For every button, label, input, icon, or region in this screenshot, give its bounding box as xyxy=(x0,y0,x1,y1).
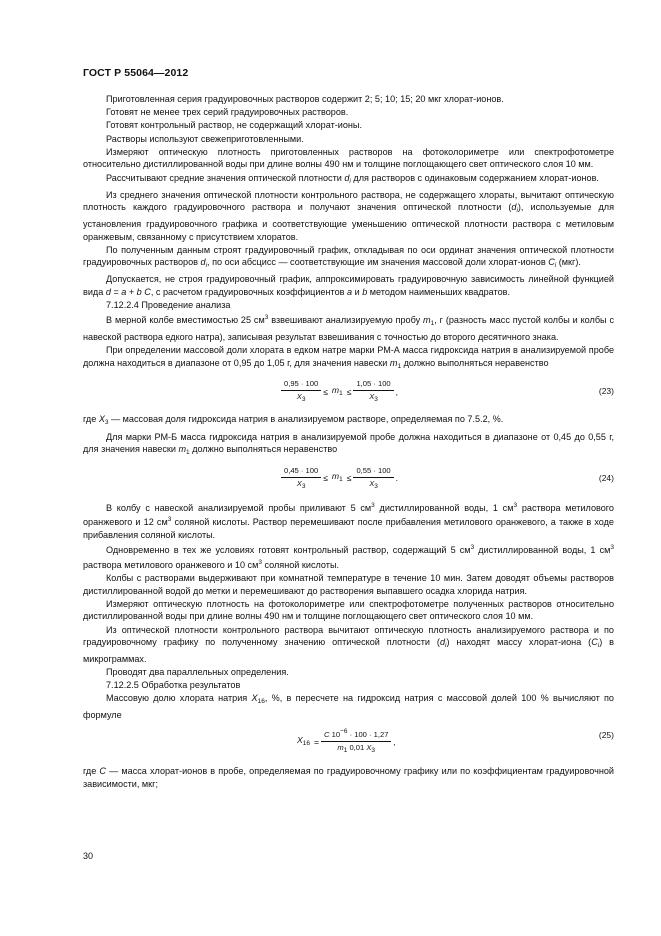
text: раствора метилового оранжевого и 10 см xyxy=(83,559,259,570)
paragraph xyxy=(83,273,614,298)
symbol: b xyxy=(362,287,368,298)
paragraph: Проводят два параллельных определения. xyxy=(106,666,289,677)
symbol: X xyxy=(98,414,105,425)
symbol xyxy=(332,384,343,401)
subscript: i xyxy=(516,207,518,215)
paragraph: Готовят контрольный раствор, не содержащий хлорат-ионы. xyxy=(106,120,362,131)
paragraph: Растворы используют свежеприготовленными. xyxy=(106,133,304,144)
text: где xyxy=(83,766,100,777)
text: , %, в пересчете на гидроксид натрия с массовой долей 100 % вычисляют по формуле xyxy=(83,693,614,720)
subscript: 3 xyxy=(374,482,378,490)
text: соляной кислоты. xyxy=(261,559,340,570)
denominator xyxy=(353,478,393,492)
section-heading: 7.12.2.4 Проведение анализа xyxy=(106,300,231,311)
paragraph: Колбы с растворами выдерживают при комнатной температуре в течение 10 мин. Затем доводят объемы растворов дистиллированной водой до метки и перемешивают до растворения выпавшего осадка хлорида натрия. xyxy=(83,572,614,596)
text: (мкг). xyxy=(556,257,581,268)
symbol: X xyxy=(369,478,375,488)
superscript: 3 xyxy=(371,501,375,509)
text: — масса хлорат-ионов в пробе, определяемая по градуировочному графику или по коэффициентам градуировочной зависимости, мкг; xyxy=(83,766,614,790)
subscript: 1 xyxy=(186,449,190,457)
relation: = xyxy=(313,736,319,747)
text: Одновременно в тех же условиях готовят контрольный раствор, содержащий 5 см xyxy=(106,545,471,556)
symbol xyxy=(332,470,343,487)
symbol: X xyxy=(251,693,258,704)
denominator xyxy=(281,391,321,405)
paragraph: Измеряют оптическую плотность на фотоколориметре или спектрофотометре полученных растворов относительно дистиллированной воды при длине волны 490 нм и толщине поглощающего свет оптического слоя 10 мм. xyxy=(83,598,614,622)
fraction xyxy=(281,379,321,405)
paragraph xyxy=(83,244,614,273)
document-body xyxy=(83,93,614,791)
subscript: 1 xyxy=(339,476,343,484)
text: В колбу с навеской анализируемой пробы приливают 5 см xyxy=(106,502,372,513)
text: для растворов с одинаковым содержанием хлорат-ионов. xyxy=(350,172,599,183)
text: раствора метилового оранжевого и 12 см xyxy=(83,502,614,528)
symbol: m xyxy=(423,315,431,326)
punctuation: , xyxy=(395,387,399,398)
text: , г (разность масс пустой колбы и колбы с навеской раствора едкого натра), записывая результат взвешивания с точностью до второго десятичного знака. xyxy=(83,315,614,343)
text: 0,01 xyxy=(347,743,367,753)
document-header: ГОСТ Р 55064—2012 xyxy=(83,67,189,79)
paragraph: Измеряют оптическую плотность приготовленных растворов на фотоколориметре или спектрофотометре относительно дистиллированной воды при длине волны 490 нм и толщине поглощающего свет оптического слоя 10 мм. xyxy=(83,146,614,170)
formula-body xyxy=(281,466,400,492)
subscript: i xyxy=(349,177,351,185)
superscript: 3 xyxy=(610,544,614,552)
paragraph: Приготовленная серия градуировочных растворов содержит 2; 5; 10; 15; 20 мкг хлорат-ионов. xyxy=(106,94,504,104)
numerator xyxy=(321,727,391,742)
text: дистиллированной воды, 1 см xyxy=(474,545,611,556)
text: Для марки РМ-Б масса гидроксида натрия в анализируемой пробе должна находиться в диапазоне от 0,45 до 0,55 г, для значения навески xyxy=(83,431,614,455)
paragraph: Готовят не менее трех серий градуировочных растворов. xyxy=(106,107,349,118)
numerator: 0,95 · 100 xyxy=(281,379,321,391)
formula-25 xyxy=(83,725,614,759)
text: В мерной колбе вместимостью 25 см xyxy=(106,315,265,326)
subscript: i xyxy=(445,642,447,650)
text: взвешивают анализируемую пробу xyxy=(268,315,424,326)
superscript: 3 xyxy=(513,501,518,509)
paragraph xyxy=(83,765,614,790)
symbol: C xyxy=(548,257,555,268)
formula-body xyxy=(281,379,400,405)
text: методом наименьших квадратов. xyxy=(367,287,511,298)
superscript: 3 xyxy=(264,314,269,322)
relation: ≤ xyxy=(323,387,328,398)
numerator: 0,45 · 100 xyxy=(281,466,321,478)
symbol: m xyxy=(389,357,398,368)
equation-inline: d = a + b C xyxy=(105,287,151,298)
text: Массовую долю хлората натрия xyxy=(106,693,252,704)
symbol xyxy=(297,734,310,751)
fraction xyxy=(353,466,393,492)
text: По полученным данным строят градуировочный график, откладывая по оси ординат значения оптической плотности градуировочных растворов xyxy=(83,244,614,268)
symbol: d xyxy=(511,202,517,213)
fraction xyxy=(353,379,393,405)
text: , с расчетом градуировочных коэффициентов xyxy=(150,287,347,298)
paragraph xyxy=(83,344,614,373)
paragraph xyxy=(83,624,614,666)
punctuation: . xyxy=(395,473,399,484)
subscript: 1 xyxy=(339,390,343,398)
variable: m xyxy=(331,471,340,482)
symbol: X xyxy=(369,392,375,402)
formula-23 xyxy=(83,377,614,407)
equation-number: (24) xyxy=(598,472,614,483)
symbol: X xyxy=(296,478,302,488)
subscript: 3 xyxy=(371,747,376,755)
superscript: 3 xyxy=(167,516,172,524)
text: Допускается, не строя градуировочный график, аппроксимировать градуировочную зависимость линейной функцией вида xyxy=(83,274,614,298)
formula-24 xyxy=(83,464,614,494)
symbol: m xyxy=(178,444,187,455)
relation: ≤ xyxy=(346,473,352,484)
subscript: 1 xyxy=(343,747,348,755)
symbol: d xyxy=(344,172,350,183)
variable: X xyxy=(297,734,303,745)
text: ) в микрограммах. xyxy=(83,637,614,664)
symbol: d xyxy=(439,637,446,648)
equation-number: (25) xyxy=(598,730,614,741)
text: При определении массовой доли хлората в едком натре марки РМ-А масса гидроксида натрия в анализируемой пробе должна находиться в диапазоне от 0,95 до 1,05 г, для значения навески xyxy=(83,345,614,368)
section-heading: 7.12.2.5 Обработка результатов xyxy=(106,680,241,691)
formula-body xyxy=(295,727,398,756)
text: Рассчитывают средние значения оптической плотности xyxy=(106,172,345,183)
symbol: X xyxy=(366,743,372,753)
subscript: 1 xyxy=(430,320,435,328)
denominator xyxy=(281,478,321,492)
text: должно выполняться неравенство xyxy=(401,357,549,368)
text: должно выполняться неравенство xyxy=(189,444,338,455)
text: и xyxy=(352,287,363,298)
punctuation: , xyxy=(393,736,396,747)
variable: m xyxy=(331,385,340,396)
symbol: X xyxy=(296,392,302,402)
denominator xyxy=(353,391,393,405)
symbol: C xyxy=(591,637,598,648)
subscript: 16 xyxy=(302,739,310,747)
text: — массовая доля гидроксида натрия в анализируемом растворе, определяемая по 7.5.2, %. xyxy=(108,414,504,425)
subscript: 1 xyxy=(397,362,402,370)
subscript: i xyxy=(205,262,208,270)
numerator: 1,05 · 100 xyxy=(353,379,393,391)
paragraph xyxy=(83,413,614,430)
fraction xyxy=(321,727,391,756)
subscript: i xyxy=(597,642,600,650)
paragraph xyxy=(83,431,614,460)
text: , по оси абсцисс — соответствующие им значения массовой доли хлорат-ионов xyxy=(207,257,549,268)
text: 10 xyxy=(329,730,341,740)
subscript: 3 xyxy=(374,396,378,404)
relation: ≤ xyxy=(323,473,328,484)
subscript: 3 xyxy=(301,482,306,490)
relation: ≤ xyxy=(346,387,352,398)
numerator: 0,55 · 100 xyxy=(353,466,393,478)
paragraph xyxy=(83,542,614,571)
symbol: a xyxy=(347,287,353,298)
symbol: C xyxy=(324,730,330,740)
paragraph xyxy=(83,312,614,343)
superscript: 3 xyxy=(470,544,475,552)
paragraph xyxy=(83,692,614,721)
text: где xyxy=(83,414,99,425)
text: Из оптической плотности контрольного раствора вычитают оптическую плотность анализируемого раствора и по градуировочному графику по полученному значению оптической плотности ( xyxy=(83,624,614,648)
paragraph xyxy=(83,500,614,542)
fraction xyxy=(281,466,321,492)
text: ) находят массу хлорат-иона ( xyxy=(446,637,592,648)
text: соляной кислоты. Раствор перемешивают после прибавления метилового оранжевого, а также в ходе прибавления соляной кислоты. xyxy=(83,517,614,540)
symbol: d xyxy=(200,257,206,268)
paragraph xyxy=(83,172,614,189)
text: дистиллированной воды, 1 см xyxy=(374,502,514,513)
subscript: 16 xyxy=(257,698,265,706)
page-number: 30 xyxy=(83,851,94,861)
subscript: 3 xyxy=(104,419,109,427)
text: ), используемые для установления градуировочного графика и соответствующие уменьшению оптической плотности раствора с метиловым оранжевым, связанному с присутствием хлоратов. xyxy=(83,202,614,242)
subscript: 3 xyxy=(301,396,306,404)
superscript: −6 xyxy=(340,728,348,736)
equation-number: (23) xyxy=(598,386,614,397)
denominator xyxy=(321,742,391,756)
paragraph xyxy=(83,189,614,243)
text: Из среднего значения оптической плотности контрольного раствора, не содержащего хлораты, вычитают оптическую плотность каждого градуировочного раствора и получают значения оптической плотности ( xyxy=(83,189,614,213)
subscript: i xyxy=(554,262,557,270)
symbol: m xyxy=(337,743,344,753)
symbol: C xyxy=(99,766,106,777)
superscript: 3 xyxy=(258,558,262,566)
text: · 100 · 1,27 xyxy=(347,730,389,740)
